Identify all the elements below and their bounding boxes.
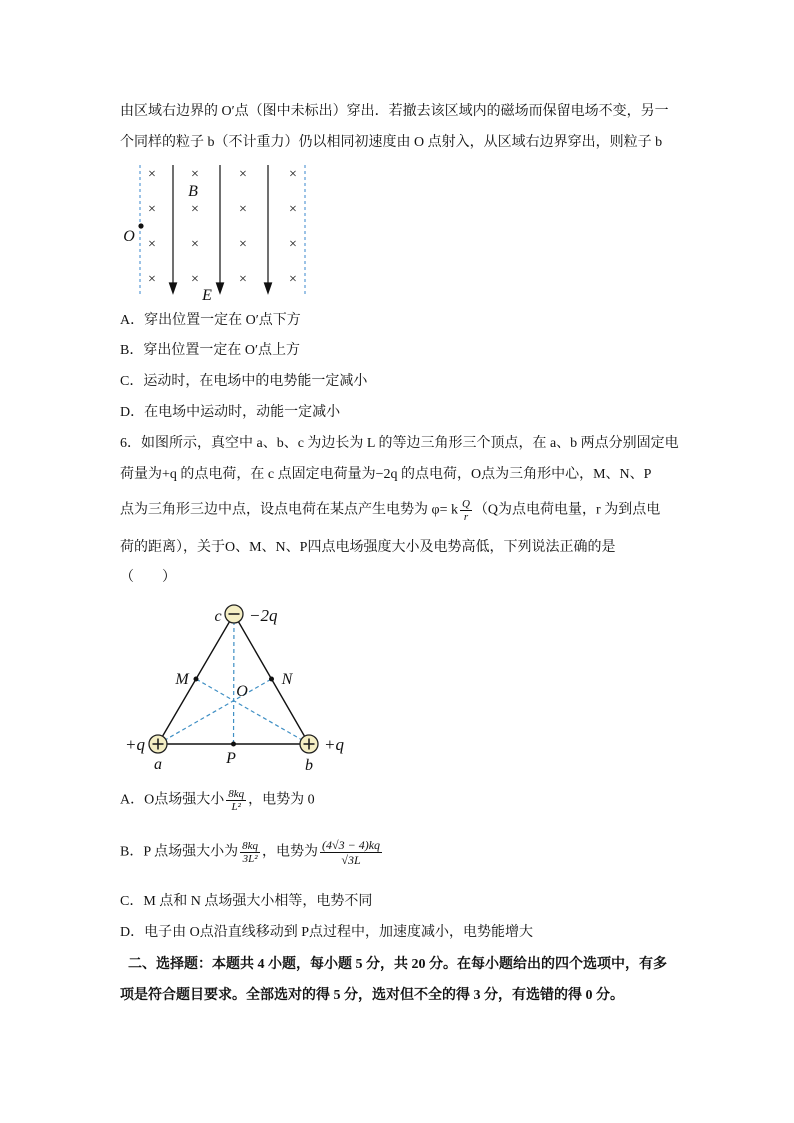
option-letter: C．: [120, 374, 144, 389]
median-b-m: [196, 679, 309, 744]
median-a-n: [158, 679, 272, 744]
q6-stem-line-1: 6．如图所示，真空中 a、b、c 为边长为 L 的等边三角形三个顶点，在 a、b 两点分别固定电: [120, 436, 679, 451]
center-o-label: O: [236, 683, 248, 700]
option-text: M 点和 N 点场强大小相等，电势不同: [143, 894, 373, 909]
option-text: 电子由 O点沿直线移动到 P点过程中，加速度减小，电势能增大: [144, 925, 534, 940]
option-text: ，电势为 0: [248, 792, 315, 808]
cross-mark: ×: [289, 167, 297, 182]
fraction-numerator: 8kq: [228, 788, 245, 800]
option-text: ，电势为: [262, 844, 319, 860]
q6-option-a: [120, 788, 315, 813]
stem-text: （Q为点电荷电量，r 为到点电: [473, 502, 661, 518]
fraction-denominator: 3L²: [242, 853, 258, 865]
fraction-denominator: L²: [231, 801, 241, 813]
option-text: O点场强大小: [144, 792, 225, 808]
option-text: 在电场中运动时，动能一定减小: [144, 405, 341, 420]
midpoint-p-dot: [231, 742, 236, 747]
vertex-c-label: c: [214, 608, 222, 625]
option-text: 穿出位置一定在 O′点上方: [143, 343, 301, 358]
q6-stem-line-3: [120, 498, 660, 523]
charge-b-label: +q: [324, 735, 344, 754]
option-text: 运动时，在电场中的电势能一定减小: [143, 374, 368, 389]
negative-charge-icon: [225, 605, 243, 623]
q5-option-b: [120, 342, 300, 360]
stem-text: 点为三角形三边中点，设点电荷在某点产生电势为 φ= k: [120, 502, 458, 518]
q5-stem-line-1: 由区域右边界的 O′点（图中未标出）穿出．若撤去该区域内的磁场而保留电场不变，另一: [120, 104, 669, 119]
electric-field-lines: [170, 165, 272, 293]
midpoint-p-label: P: [226, 750, 236, 767]
charge-a-label: +q: [125, 735, 145, 754]
electric-field-label: E: [202, 287, 212, 304]
cross-mark: ×: [191, 237, 199, 252]
origin-label: O: [123, 228, 135, 245]
midpoint-n-label: N: [281, 671, 293, 688]
magnetic-field-crosses: [148, 167, 297, 287]
cross-mark: ×: [289, 202, 297, 217]
triangle-charges-figure: [110, 598, 360, 776]
vertex-a-label: a: [154, 756, 162, 773]
section2-heading-line-1: 二、选择题：本题共 4 小题，每小题 5 分，共 20 分。在每小题给出的四个选项中，有多: [128, 957, 667, 972]
q5-option-d: [120, 404, 340, 422]
field-arrowhead-3: [265, 283, 272, 293]
q5-option-a: [120, 312, 301, 330]
section2-heading-line-2: 项是符合题目要求。全部选对的得 5 分，选对但不全的得 3 分，有选错的得 0 分。: [120, 988, 624, 1003]
option-text: P 点场强大小为: [143, 844, 239, 860]
option-text: 穿出位置一定在 O′点下方: [144, 313, 301, 328]
q5-stem-line-2: 个同样的粒子 b（不计重力）仍以相同初速度由 O 点射入，从区域右边界穿出，则粒子 b: [120, 135, 663, 150]
fraction-numerator: Q: [461, 498, 470, 510]
potential-value-fraction: [320, 838, 382, 867]
origin-point: [138, 223, 143, 228]
field-arrowhead-1: [170, 283, 177, 293]
cross-mark: ×: [148, 202, 156, 217]
q6-stem-line-4: 荷的距离），关于O、M、N、P四点电场强度大小及电势高低，下列说法正确的是: [120, 540, 616, 555]
option-letter: D．: [120, 405, 145, 420]
option-letter: A．: [120, 313, 145, 328]
vertex-b-label: b: [305, 757, 313, 774]
q6-option-b: [120, 838, 384, 867]
cross-mark: ×: [289, 237, 297, 252]
q6-answer-blank: （ ）: [120, 570, 176, 585]
q6-stem-line-2: 荷量为+q 的点电荷，在 c 点固定电荷量为−2q 的点电荷，O点为三角形中心，M、N、P: [120, 467, 652, 482]
positive-charge-icon: [149, 735, 167, 753]
option-letter: B．: [120, 343, 144, 358]
charge-c-label: −2q: [249, 606, 278, 625]
option-letter: C．: [120, 894, 144, 909]
cross-mark: ×: [239, 202, 247, 217]
cross-mark: ×: [148, 167, 156, 182]
midpoint-m-dot: [194, 677, 199, 682]
cross-mark: ×: [239, 237, 247, 252]
field-strength-fraction: [240, 840, 260, 865]
fraction-numerator: 8kq: [242, 840, 259, 852]
fraction-denominator: √3L: [341, 853, 361, 867]
cross-mark: ×: [148, 272, 156, 287]
cross-mark: ×: [289, 272, 297, 287]
cross-mark: ×: [191, 272, 199, 287]
fraction-denominator: r: [463, 511, 469, 523]
potential-fraction: [460, 498, 472, 523]
q6-option-d: [120, 924, 533, 942]
midpoint-n-dot: [269, 677, 274, 682]
cross-mark: ×: [239, 272, 247, 287]
magnetic-field-label: B: [188, 183, 198, 200]
option-letter: D．: [120, 925, 145, 940]
positive-charge-icon: [300, 735, 318, 753]
q5-option-c: [120, 373, 367, 391]
median-c-p: [234, 614, 235, 744]
cross-mark: ×: [191, 167, 199, 182]
midpoint-m-label: M: [175, 671, 189, 688]
fraction-numerator: (4√3 − 4)kq: [322, 838, 381, 852]
field-region-figure: [110, 158, 320, 305]
option-letter: A．: [120, 792, 145, 808]
q6-option-c: [120, 893, 372, 911]
cross-mark: ×: [148, 237, 156, 252]
cross-mark: ×: [239, 167, 247, 182]
option-letter: B．: [120, 844, 144, 860]
cross-mark: ×: [191, 202, 199, 217]
field-arrowhead-2: [217, 283, 224, 293]
field-strength-fraction: [226, 788, 246, 813]
